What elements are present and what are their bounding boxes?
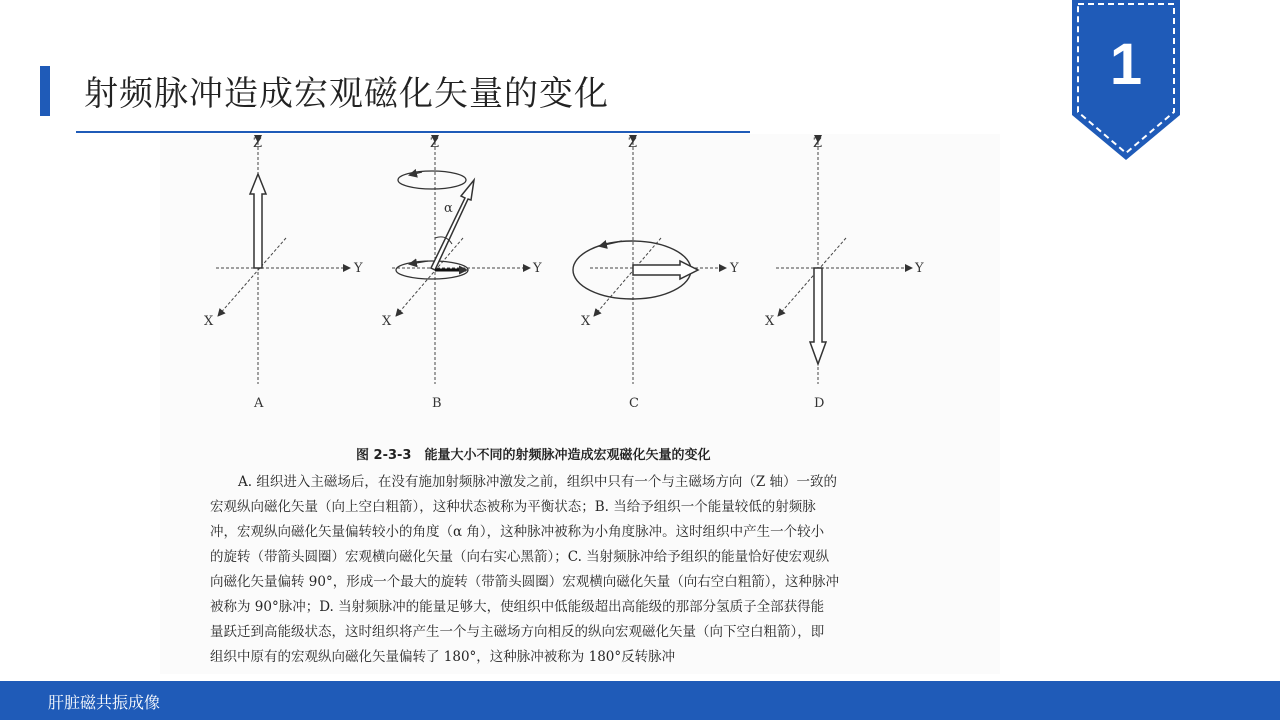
textbook-figure bbox=[160, 134, 1000, 674]
paragraph-line: 的旋转（带箭头圆圈）宏观横向磁化矢量（向右实心黑箭）；C. 当射频脉冲给予组织的能量恰好使宏观纵 bbox=[210, 549, 830, 565]
footer-title: 肝脏磁共振成像 bbox=[48, 693, 161, 712]
figure-description bbox=[210, 470, 930, 670]
panel-d-diagram bbox=[776, 142, 912, 384]
panel-a-diagram bbox=[216, 142, 350, 384]
slide-title: 射频脉冲造成宏观磁化矢量的变化 bbox=[84, 74, 609, 114]
footer-bar bbox=[0, 681, 1280, 720]
panel-c-diagram bbox=[573, 142, 726, 384]
panel-d-z-label: Z bbox=[813, 136, 823, 151]
alpha-angle-label: α bbox=[444, 201, 453, 216]
panel-b-y-label: Y bbox=[533, 261, 542, 276]
title-accent-bar bbox=[40, 66, 50, 116]
figure-caption: 图 2-3-3 能量大小不同的射频脉冲造成宏观磁化矢量的变化 bbox=[356, 448, 711, 463]
panel-d-label: D bbox=[814, 396, 825, 411]
panel-b-label: B bbox=[432, 396, 442, 411]
paragraph-line: 量跃迁到高能级状态，这时组织将产生一个与主磁场方向相反的纵向宏观磁化矢量（向下空白粗箭），即 bbox=[210, 624, 825, 640]
panel-a-z-label: Z bbox=[253, 136, 263, 151]
paragraph-line: 组织中原有的宏观纵向磁化矢量偏转了 180°，这种脉冲被称为 180°反转脉冲 bbox=[210, 649, 676, 665]
badge-number: 1 bbox=[1109, 32, 1143, 97]
panel-d-x-label: X bbox=[765, 314, 775, 329]
paragraph-line: 宏观纵向磁化矢量（向上空白粗箭），这种状态被称为平衡状态；B. 当给予组织一个能量较低的射频脉 bbox=[210, 499, 816, 515]
panel-c-x-label: X bbox=[581, 314, 591, 329]
panel-b-diagram bbox=[392, 142, 530, 384]
paragraph-line: 冲，宏观纵向磁化矢量偏转较小的角度（α 角），这种脉冲被称为小角度脉冲。这时组织中产生一个较小 bbox=[210, 524, 825, 540]
panel-d-y-label: Y bbox=[915, 261, 924, 276]
panel-b-x-label: X bbox=[382, 314, 392, 329]
panel-c-label: C bbox=[629, 396, 639, 411]
paragraph-line: 被称为 90°脉冲；D. 当射频脉冲的能量足够大，使组织中低能级超出高能级的那部分氢质子全部获得能 bbox=[210, 599, 825, 615]
panel-c-y-label: Y bbox=[730, 261, 739, 276]
paragraph-line: 向磁化矢量偏转 90°，形成一个最大的旋转（带箭头圆圈）宏观横向磁化矢量（向右空白粗箭），这种脉冲 bbox=[210, 574, 839, 590]
panel-a-x-label: X bbox=[204, 314, 214, 329]
paragraph-line: A. 组织进入主磁场后，在没有施加射频脉冲激发之前，组织中只有一个与主磁场方向（Z 轴）一致的 bbox=[238, 474, 838, 490]
magnetization-diagram bbox=[160, 134, 1000, 434]
section-badge bbox=[1072, 0, 1180, 162]
title-underline bbox=[76, 131, 750, 133]
panel-a-label: A bbox=[254, 396, 264, 411]
panel-a-y-label: Y bbox=[354, 261, 363, 276]
panel-b-z-label: Z bbox=[430, 136, 440, 151]
panel-c-z-label: Z bbox=[628, 136, 638, 151]
